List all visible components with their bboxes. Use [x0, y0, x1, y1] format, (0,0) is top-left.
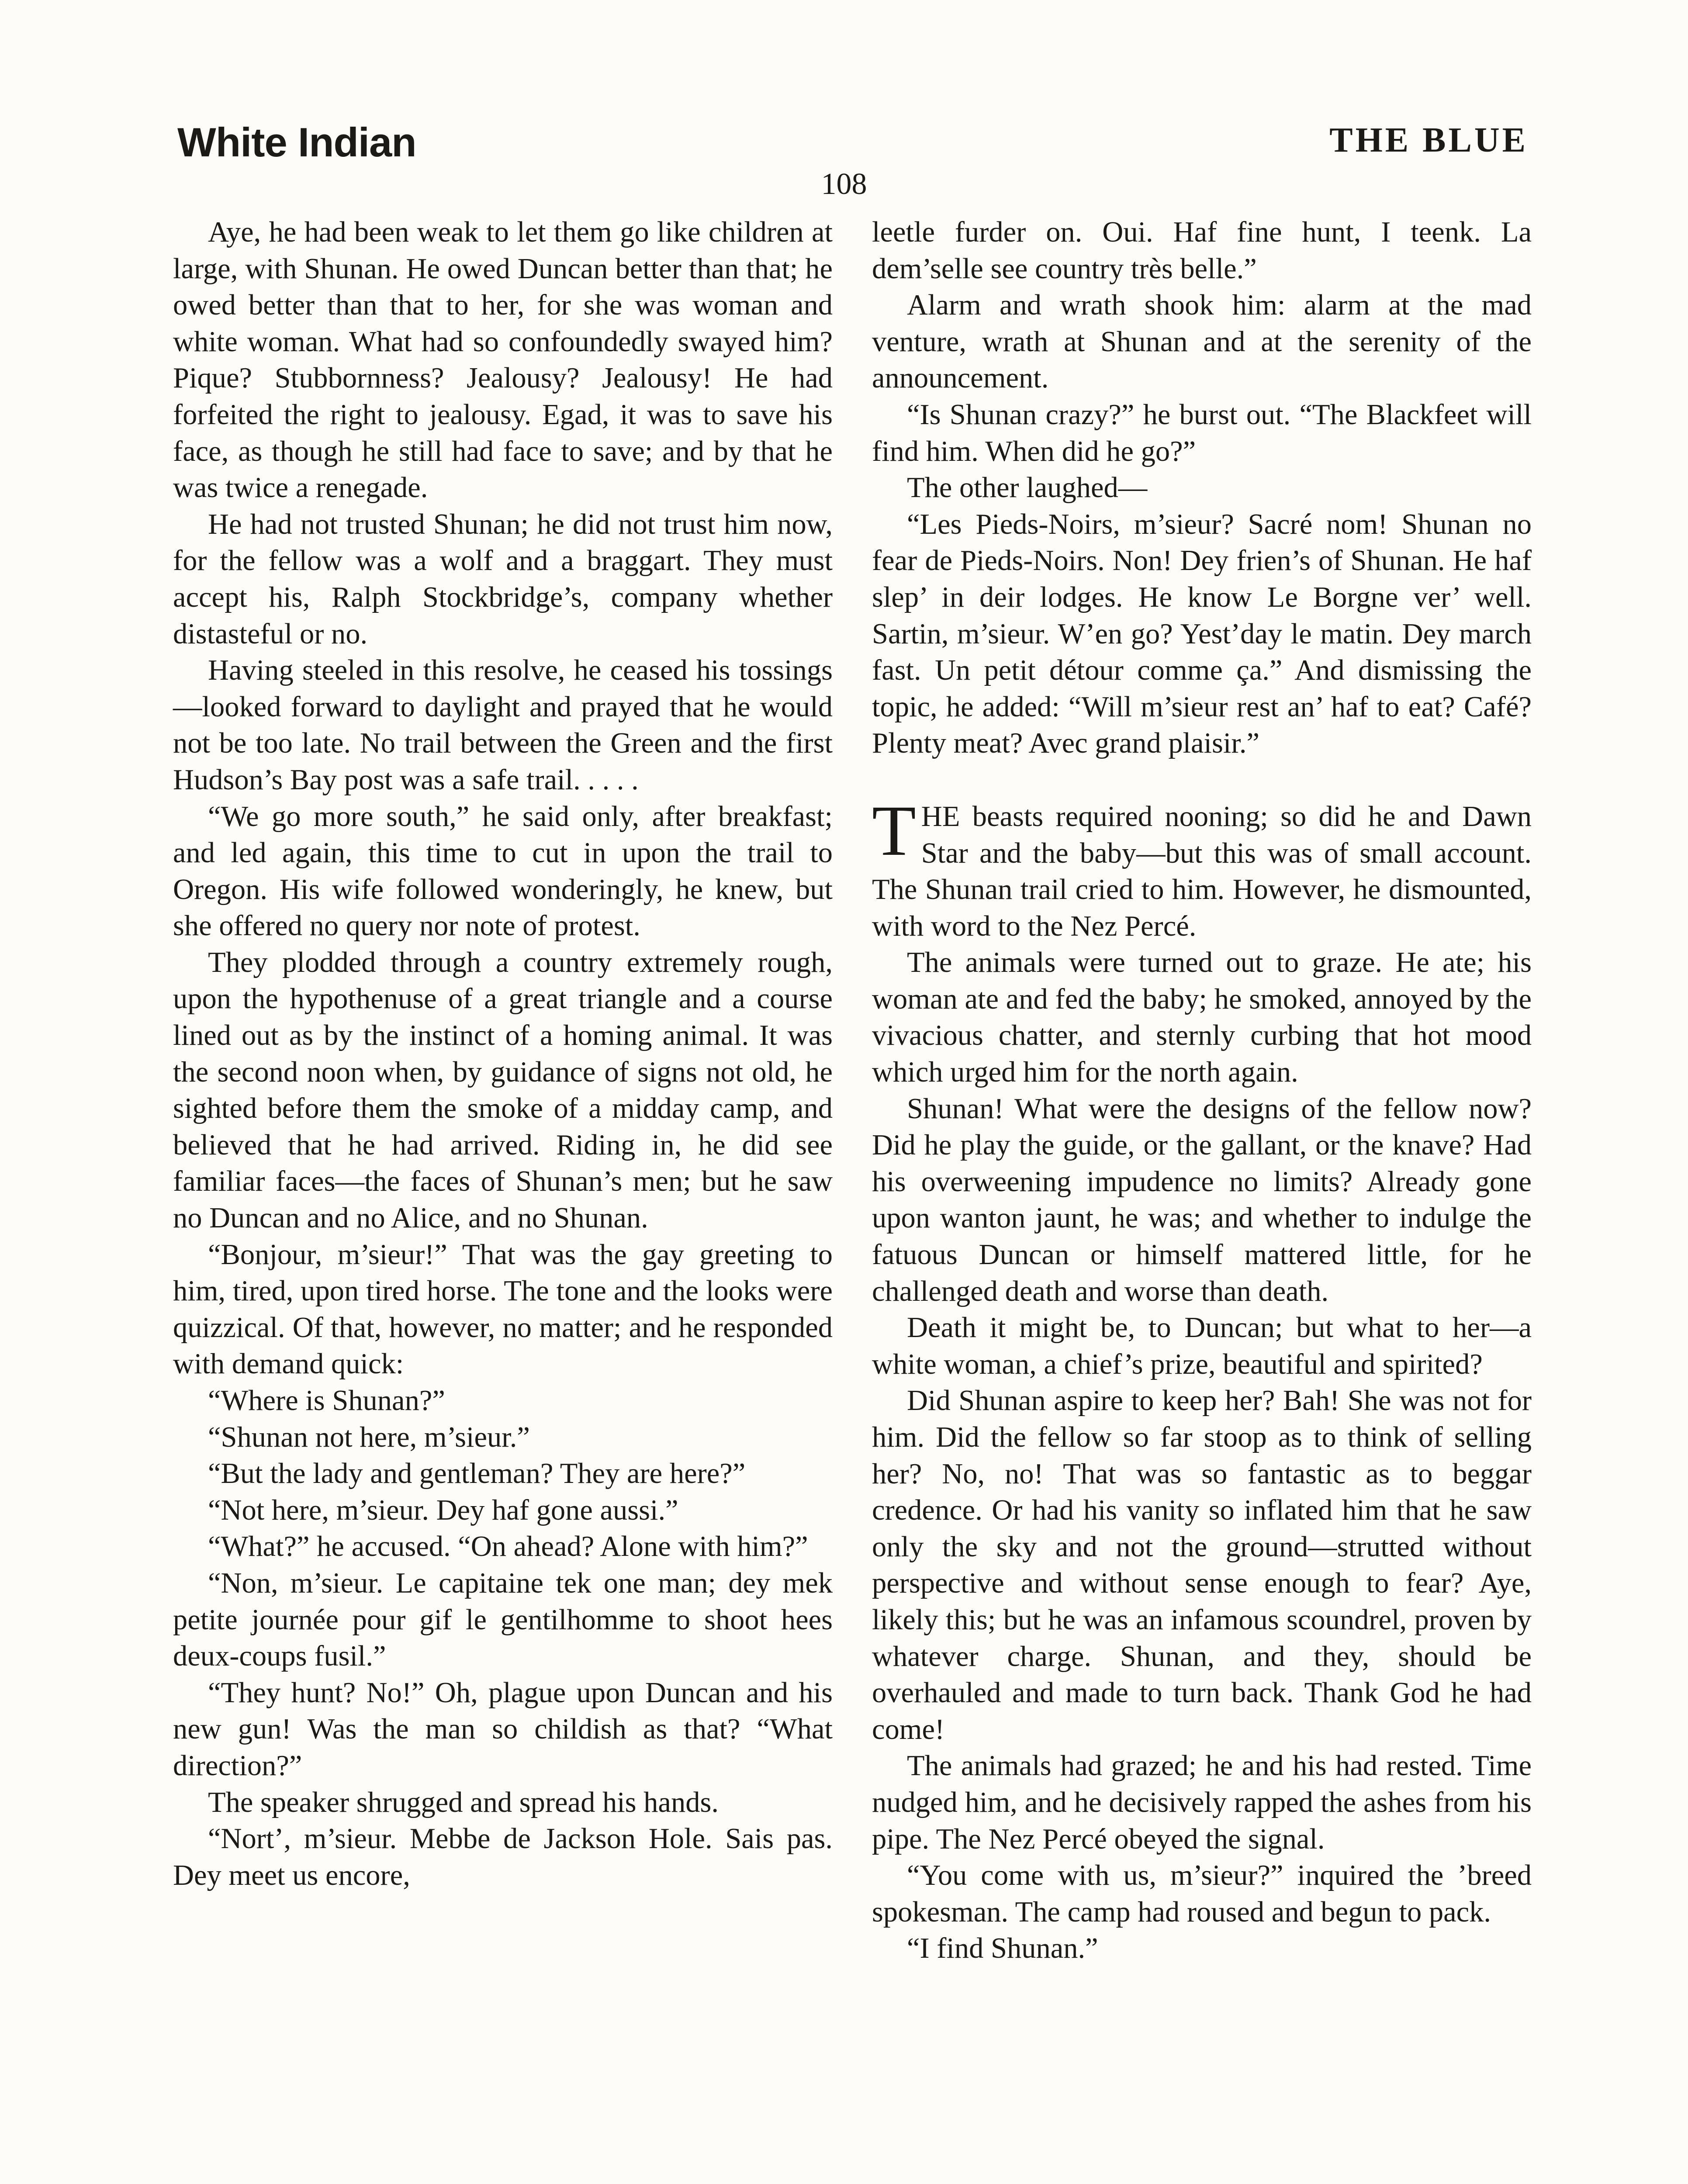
- section-opening-text: HE beasts required nooning; so did he and Dawn Star and the baby—but this was of small account. The Shunan trail cried to him. However, he dismounted, with word to the Nez Percé.: [872, 800, 1532, 942]
- paragraph: The animals were turned out to graze. He ate; his woman ate and fed the baby; he smoked, annoyed by the vivacious chatter, and sternly curbing that hot mood which urged him for the north again.: [872, 947, 1532, 1089]
- drop-cap: T: [872, 790, 916, 871]
- paragraph: “You come with us, m’sieur?” inquired the ’breed spokesman. The camp had roused and begun to pack.: [872, 1859, 1532, 1928]
- paragraph: Death it might be, to Duncan; but what to her—a white woman, a chief’s prize, beautiful and spirited?: [872, 1312, 1532, 1380]
- paragraph: “Non, m’sieur. Le capitaine tek one man; dey mek petite journée pour gif le gentilhomme to shoot hees deux-coups fusil.”: [173, 1567, 833, 1673]
- paragraph: “I find Shunan.”: [907, 1932, 1098, 1965]
- magazine-title: THE BLUE: [1329, 121, 1528, 159]
- paragraph: leetle furder on. Oui. Haf fine hunt, I teenk. La dem’selle see country très belle.”: [872, 216, 1532, 285]
- paragraph: The other laughed—: [907, 472, 1148, 504]
- paragraph: Shunan! What were the designs of the fellow now? Did he play the guide, or the gallant, or the knave? Had his overweening impudence no limits? Already gone upon wanton jaunt, he was; and whether to indulge the fatuous Duncan or himself mattered little, for he challenged death and worse than death.: [872, 1092, 1532, 1307]
- paragraph: “Les Pieds-Noirs, m’sieur? Sacré nom! Shunan no fear de Pieds-Noirs. Non! Dey frien’s of Shunan. He haf slep’ in deir lodges. He know Le Borgne ver’ well. Sartin, m’sieur. W’en go? Yest’day le matin. Dey march fast. Un petit détour comme ça.” And dismissing the topic, he added: “Will m’sieur rest an’ haf to eat? Café? Plenty meat? Avec grand plaisir.”: [872, 508, 1532, 760]
- paragraph: “Bonjour, m’sieur!” That was the gay greeting to him, tired, upon tired horse. The tone and the looks were quizzical. Of that, however, no matter; and he responded with demand quick:: [173, 1238, 833, 1380]
- section-opening-paragraph: [872, 790, 1532, 944]
- left-column: [173, 214, 833, 1894]
- paragraph: He had not trusted Shunan; he did not trust him now, for the fellow was a wolf and a braggart. They must accept his, Ralph Stockbridge’s, company whether distasteful or no.: [173, 508, 833, 650]
- paragraph: Alarm and wrath shook him: alarm at the mad venture, wrath at Shunan and at the serenity of the announcement.: [872, 289, 1532, 394]
- paragraph: “Where is Shunan?”: [208, 1385, 445, 1417]
- paragraph: “They hunt? No!” Oh, plague upon Duncan and his new gun! Was the man so childish as that? “What direction?”: [173, 1676, 833, 1782]
- paragraph: Aye, he had been weak to let them go like children at large, with Shunan. He owed Duncan better than that; he owed better than that to her, for she was woman and white woman. What had so confoundedly swayed him? Pique? Stubbornness? Jealousy? Jealousy! He had forfeited the right to jealousy. Egad, it was to save his face, as though he still had face to save; and by that he was twice a renegade.: [173, 216, 833, 504]
- paragraph: They plodded through a country extremely rough, upon the hypothenuse of a great triangle and a course lined out as by the instinct of a homing animal. It was the second noon when, by guidance of signs not old, he sighted before them the smoke of a midday camp, and believed that he had arrived. Riding in, he did see familiar faces—the faces of Shunan’s men; but he saw no Duncan and no Alice, and no Shunan.: [173, 946, 833, 1234]
- paragraph: The animals had grazed; he and his had rested. Time nudged him, and he decisively rapped the ashes from his pipe. The Nez Percé obeyed the signal.: [872, 1750, 1532, 1855]
- right-column: [872, 214, 1532, 1967]
- paragraph: “Not here, m’sieur. Dey haf gone aussi.”: [208, 1494, 678, 1526]
- paragraph: “Is Shunan crazy?” he burst out. “The Blackfeet will find him. When did he go?”: [872, 398, 1532, 467]
- paragraph: “Nort’, m’sieur. Mebbe de Jackson Hole. Sais pas. Dey meet us encore,: [173, 1823, 833, 1891]
- paragraph: “Shunan not here, m’sieur.”: [208, 1421, 530, 1453]
- story-title: White Indian: [177, 119, 416, 165]
- paragraph: “But the lady and gentleman? They are here?”: [208, 1458, 746, 1490]
- paragraph: “We go more south,” he said only, after breakfast; and led again, this time to cut in upon the trail to Oregon. His wife followed wonderingly, he knew, but she offered no query nor note of protest.: [173, 800, 833, 942]
- paragraph: “What?” he accused. “On ahead? Alone with him?”: [208, 1531, 808, 1563]
- page-number: 108: [821, 167, 867, 201]
- paragraph: The speaker shrugged and spread his hands.: [208, 1786, 719, 1818]
- paragraph: Having steeled in this resolve, he ceased his tossings—looked forward to daylight and prayed that he would not be too late. No trail between the Green and the first Hudson’s Bay post was a safe trail. . . . .: [173, 654, 833, 796]
- paragraph: Did Shunan aspire to keep her? Bah! She was not for him. Did the fellow so far stoop as to think of selling her? No, no! That was so fantastic as to beggar credence. Or had his vanity so inflated him that he saw only the sky and not the ground—strutted without perspective and without sense enough to fear? Aye, likely this; but he was an infamous scoundrel, proven by whatever charge. Shunan, and they, should be overhauled and made to turn back. Thank God he had come!: [872, 1385, 1532, 1745]
